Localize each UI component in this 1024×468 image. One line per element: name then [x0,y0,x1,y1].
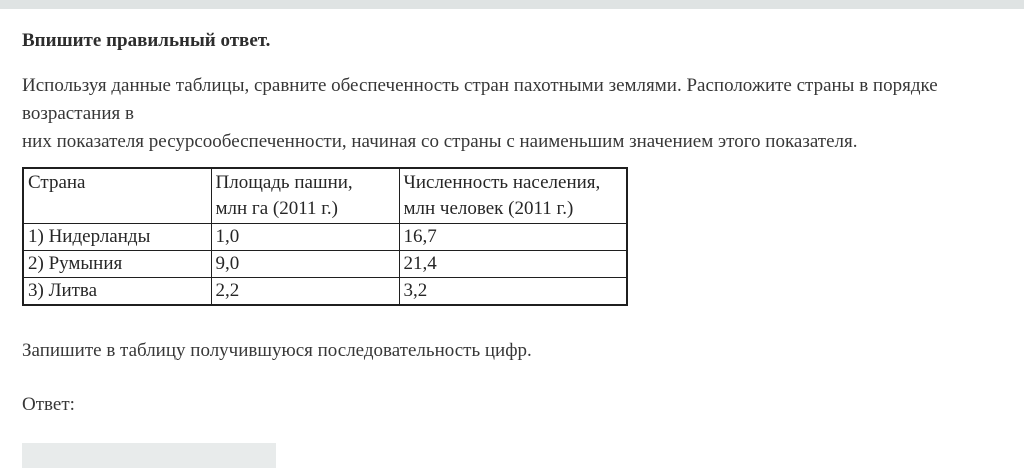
question-text-line-2: них показателя ресурсообеспеченности, начиная со страны с наименьшим значением этого показателя. [22,131,858,152]
table-row [23,278,627,306]
instruction-text: Запишите в таблицу получившуюся последовательность цифр. [22,340,532,361]
cell-area-3: 2,2 [211,278,399,306]
question-text-line-1: Используя данные таблицы, сравните обеспеченность стран пахотными землями. Расположите страны в порядке возрастания в [22,75,938,124]
column-header-population-line2: млн человек (2011 г.) [403,198,574,219]
cell-country-1: 1) Нидерланды [23,224,211,251]
cell-population-1: 16,7 [399,224,627,251]
question-text [22,72,1002,156]
column-header-area [211,168,399,224]
answer-label: Ответ: [22,394,75,415]
column-header-area-line2: млн га (2011 г.) [215,198,338,219]
cell-area-2: 9,0 [211,251,399,278]
table-header-row [23,168,627,224]
cell-area-1: 1,0 [211,224,399,251]
column-header-country [23,168,211,224]
cell-population-3: 3,2 [399,278,627,306]
column-header-area-line1: Площадь пашни, [215,172,353,193]
cell-population-2: 21,4 [399,251,627,278]
cell-country-3: 3) Литва [23,278,211,306]
question-content [0,9,1024,468]
answer-input[interactable] [22,443,276,468]
column-header-country-line1: Страна [28,172,86,193]
table-row [23,251,627,278]
data-table [22,167,628,306]
column-header-population [399,168,627,224]
cell-country-2: 2) Румыния [23,251,211,278]
table-row [23,224,627,251]
column-header-population-line1: Численность населения, [403,172,601,193]
top-divider-bar [0,0,1024,9]
question-prompt-heading: Впишите правильный ответ. [22,30,271,51]
